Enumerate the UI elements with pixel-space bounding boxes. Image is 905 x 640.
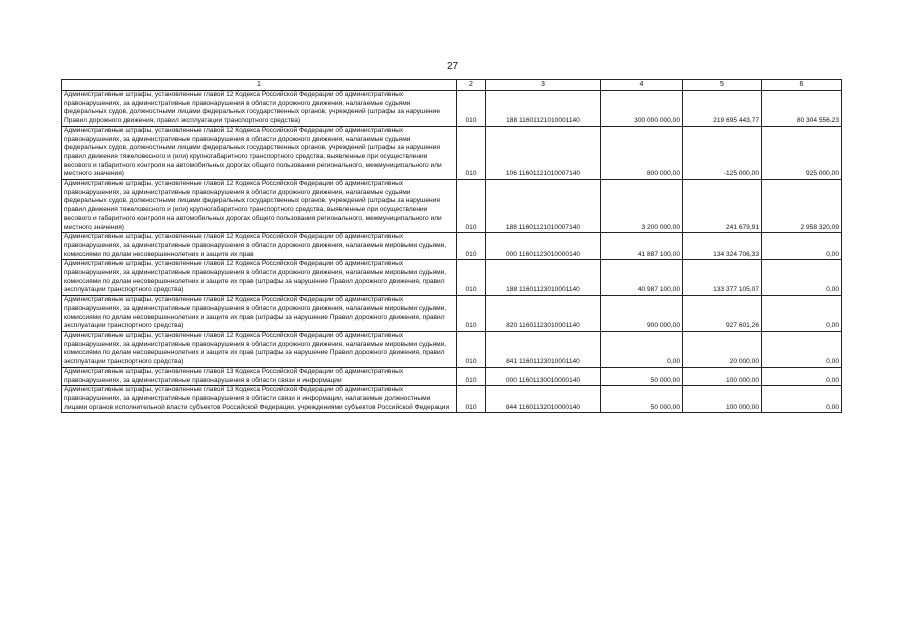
row-col5: 20 000,00 (683, 331, 762, 367)
row-budget-code: 844 11601132010000140 (486, 386, 601, 413)
table-row (62, 91, 842, 127)
column-header-4: 4 (601, 80, 683, 91)
report-table (61, 79, 842, 413)
table-header-row (62, 80, 842, 91)
row-col4: 41 887 100,00 (601, 233, 683, 260)
row-col4: 0,00 (601, 331, 683, 367)
row-col6: 80 304 556,23 (762, 91, 842, 127)
row-col4: 40 987 100,00 (601, 260, 683, 296)
row-description: Административные штрафы, установленные главой 13 Кодекса Российской Федерации об административных правонарушениях, за административные правонарушения в области связи и информации (62, 367, 457, 385)
row-col6: 0,00 (762, 233, 842, 260)
row-col4: 300 000 000,00 (601, 91, 683, 127)
table-row (62, 296, 842, 332)
row-line-code: 010 (457, 386, 486, 413)
row-col5: 927 601,26 (683, 296, 762, 332)
column-header-2: 2 (457, 80, 486, 91)
row-col6: 0,00 (762, 260, 842, 296)
row-line-code: 010 (457, 367, 486, 385)
row-budget-code: 188 11601123010001140 (486, 260, 601, 296)
row-line-code: 010 (457, 180, 486, 233)
row-description: Административные штрафы, установленные главой 12 Кодекса Российской Федерации об административных правонарушениях, за административные правонарушения в области дорожного движения, налагаемые мировыми судьями, комиссиями по делам несовершеннолетних и защите их прав (62, 233, 457, 260)
table-row (62, 180, 842, 233)
row-budget-code: 820 11601123010001140 (486, 296, 601, 332)
row-line-code: 010 (457, 233, 486, 260)
row-line-code: 010 (457, 91, 486, 127)
row-col4: 50 000,00 (601, 367, 683, 385)
row-description: Административные штрафы, установленные главой 12 Кодекса Российской Федерации об административных правонарушениях, за административные правонарушения в области дорожного движения, налагаемые мировыми судьями, комиссиями по делам несовершеннолетних и защите их прав (штрафы за нарушение Правил дорожного движения, правил эксплуатации транспортного средства) (62, 331, 457, 367)
row-col6: 0,00 (762, 386, 842, 413)
row-line-code: 010 (457, 260, 486, 296)
row-col6: 0,00 (762, 367, 842, 385)
row-col5: 100 000,00 (683, 386, 762, 413)
column-header-5: 5 (683, 80, 762, 91)
table-row (62, 331, 842, 367)
row-line-code: 010 (457, 126, 486, 179)
table-row (62, 367, 842, 385)
row-budget-code: 000 11601123010000140 (486, 233, 601, 260)
table-row (62, 233, 842, 260)
column-header-6: 6 (762, 80, 842, 91)
column-header-1: 1 (62, 80, 457, 91)
row-col5: 100 000,00 (683, 367, 762, 385)
table-row (62, 386, 842, 413)
row-col6: 925 000,00 (762, 126, 842, 179)
row-description: Административные штрафы, установленные главой 12 Кодекса Российской Федерации об административных правонарушениях, за административные правонарушения в области дорожного движения, налагаемые судьями федеральных судов, должностными лицами федеральных государственных органов, учреждений (штрафы за нарушение Правил дорожного движения, правил эксплуатации транспортного средства) (62, 91, 457, 127)
row-description: Административные штрафы, установленные главой 13 Кодекса Российской Федерации об административных правонарушениях, за административные правонарушения в области связи и информации, налагаемые должностными лицами органов исполнительной власти субъектов Российской Федерации, учреждениями субъектов Российской Федерации (62, 386, 457, 413)
row-col4: 800 000,00 (601, 126, 683, 179)
row-budget-code: 106 11601121010007140 (486, 126, 601, 179)
row-budget-code: 841 11601123010001140 (486, 331, 601, 367)
row-col5: 219 695 443,77 (683, 91, 762, 127)
table-row (62, 260, 842, 296)
row-col5: 133 377 105,07 (683, 260, 762, 296)
row-description: Административные штрафы, установленные главой 12 Кодекса Российской Федерации об административных правонарушениях, за административные правонарушения в области дорожного движения, налагаемые судьями федеральных судов, должностными лицами федеральных государственных органов, учреждений (штрафы за нарушения правил движения тяжеловесного и (или) крупногабаритного транспортного средства, выявленные при осуществлении весового и габаритного контроля на автомобильных дорогах общего пользования регионального, межмуниципального или местного значения) (62, 180, 457, 233)
table-row (62, 126, 842, 179)
row-budget-code: 188 11601121010007140 (486, 180, 601, 233)
row-col6: 0,00 (762, 296, 842, 332)
column-header-3: 3 (486, 80, 601, 91)
row-col5: 241 679,91 (683, 180, 762, 233)
row-col4: 900 000,00 (601, 296, 683, 332)
row-description: Административные штрафы, установленные главой 12 Кодекса Российской Федерации об административных правонарушениях, за административные правонарушения в области дорожного движения, налагаемые мировыми судьями, комиссиями по делам несовершеннолетних и защите их прав (штрафы за нарушение Правил дорожного движения, правил эксплуатации транспортного средства) (62, 296, 457, 332)
row-description: Административные штрафы, установленные главой 12 Кодекса Российской Федерации об административных правонарушениях, за административные правонарушения в области дорожного движения, налагаемые судьями федеральных судов, должностными лицами федеральных государственных органов, учреждений (штрафы за нарушения правил движения тяжеловесного и (или) крупногабаритного транспортного средства, выявленные при осуществлении весового и габаритного контроля на автомобильных дорогах общего пользования регионального, межмуниципального или местного значения) (62, 126, 457, 179)
row-col5: -125 000,00 (683, 126, 762, 179)
page-number: 27 (446, 61, 459, 72)
row-line-code: 010 (457, 331, 486, 367)
row-col6: 2 958 320,09 (762, 180, 842, 233)
row-budget-code: 000 11601130010000140 (486, 367, 601, 385)
row-line-code: 010 (457, 296, 486, 332)
row-col6: 0,00 (762, 331, 842, 367)
row-budget-code: 188 11601121010001140 (486, 91, 601, 127)
row-col4: 50 000,00 (601, 386, 683, 413)
row-col5: 134 324 706,33 (683, 233, 762, 260)
row-col4: 3 200 000,00 (601, 180, 683, 233)
row-description: Административные штрафы, установленные главой 12 Кодекса Российской Федерации об административных правонарушениях, за административные правонарушения в области дорожного движения, налагаемые мировыми судьями, комиссиями по делам несовершеннолетних и защите их прав (штрафы за нарушение Правил дорожного движения, правил эксплуатации транспортного средства) (62, 260, 457, 296)
